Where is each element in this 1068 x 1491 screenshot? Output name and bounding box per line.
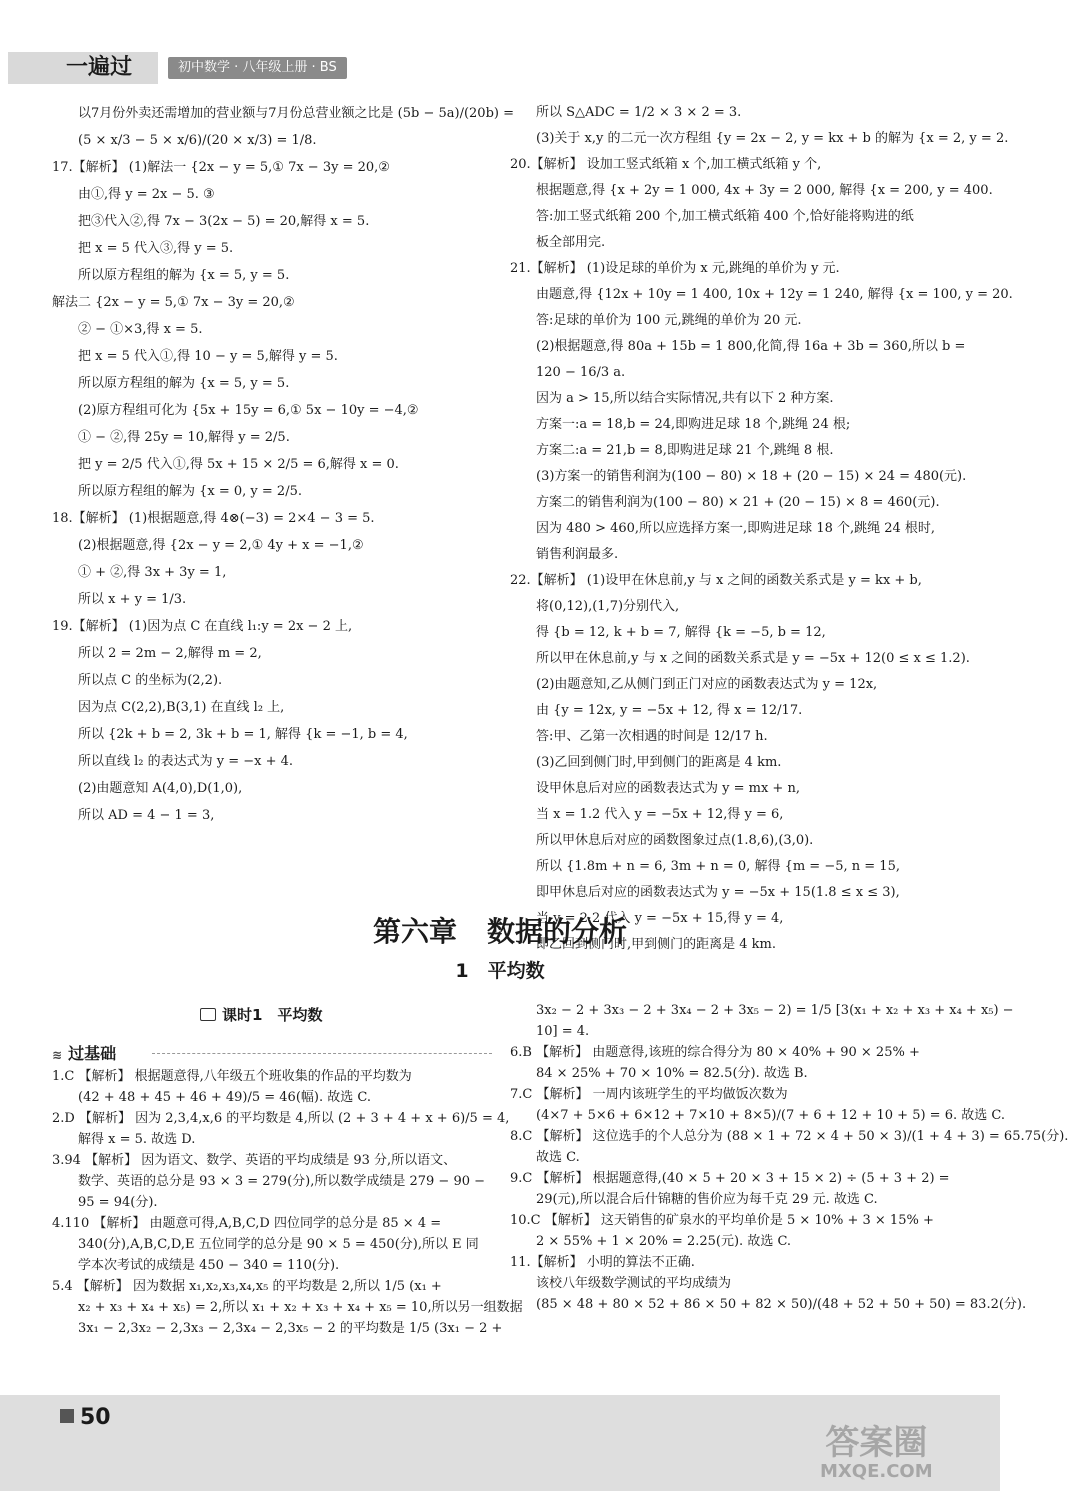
square-icon — [60, 1409, 74, 1423]
text-line: (2)根据题意,得 80a + 15b = 1 800,化简,得 16a + 3b = 360,所以 b = — [536, 339, 966, 354]
text-line: 该校八年级数学测试的平均成绩为 — [536, 1276, 732, 1291]
text-line: 所以甲在休息前,y 与 x 之间的函数关系式是 y = −5x + 12(0 ≤ x ≤ 1.2). — [536, 651, 970, 666]
text-line: 8.C 【解析】 这位选手的个人总分为 (88 × 1 + 72 × 4 + 50 × 3)/(1 + 4 + 3) = 65.75(分). — [510, 1129, 1068, 1144]
text-line: 所以原方程组的解为 {x = 0, y = 2/5. — [78, 484, 302, 499]
text-line: 120 − 16/3 a. — [536, 365, 626, 380]
text-line: 3.94 【解析】 因为语文、数学、英语的平均成绩是 93 分,所以语文、 — [52, 1153, 457, 1168]
text-line: 因为 480 > 460,所以应选择方案一,即购进足球 18 个,跳绳 24 根时, — [536, 521, 936, 536]
right-column-top — [510, 100, 1013, 958]
chapter-name: 数据的分析 — [487, 915, 628, 948]
text-line: 21.【解析】 (1)设足球的单价为 x 元,跳绳的单价为 y 元. — [510, 261, 840, 276]
text-line: (2)原方程组可化为 {5x + 15y = 6,① 5x − 10y = −4,② — [78, 403, 419, 418]
text-line: 学本次考试的成绩是 450 − 340 = 110(分). — [78, 1258, 340, 1273]
book-icon — [200, 1008, 216, 1021]
text-line: 答:甲、乙第一次相遇的时间是 12/17 h. — [536, 729, 768, 744]
text-line: 18.【解析】 (1)根据题意,得 4⊗(−3) = 2×4 − 3 = 5. — [52, 511, 375, 526]
text-line: 所以 {2k + b = 2, 3k + b = 1, 解得 {k = −1, b = 4, — [78, 727, 408, 742]
text-line: 2 × 55% + 1 × 20% = 2.25(元). 故选 C. — [536, 1234, 792, 1249]
text-line: 10] = 4. — [536, 1024, 590, 1039]
text-line: 得 {b = 12, k + b = 7, 解得 {k = −5, b = 12, — [536, 625, 826, 640]
page-number — [60, 1402, 111, 1434]
text-line: 所以直线 l₂ 的表达式为 y = −x + 4. — [78, 754, 294, 769]
text-line: ② − ①×3,得 x = 5. — [78, 322, 203, 337]
section-title: 1 平均数 — [455, 960, 545, 982]
text-line: 设甲休息后对应的函数表达式为 y = mx + n, — [536, 781, 800, 796]
watermark — [820, 1425, 933, 1482]
text-line: 6.B 【解析】 由题意得,该班的综合得分为 80 × 40% + 90 × 25% + — [510, 1045, 920, 1060]
text-line: ① − ②,得 25y = 10,解得 y = 2/5. — [78, 430, 290, 445]
book-tag: 初中数学 · 八年级上册 · BS — [168, 57, 347, 79]
text-line: (2)由题意知 A(4,0),D(1,0), — [78, 781, 243, 796]
text-line: 方案二:a = 21,b = 8,即购进足球 21 个,跳绳 8 根. — [536, 443, 834, 458]
text-line: ① + ②,得 3x + 3y = 1, — [78, 565, 227, 580]
text-line: 所以 {1.8m + n = 6, 3m + n = 0, 解得 {m = −5, n = 15, — [536, 859, 900, 874]
text-line: 解法二 {2x − y = 5,① 7x − 3y = 20,② — [52, 295, 295, 310]
text-line: 3x₁ − 2,3x₂ − 2,3x₃ − 2,3x₄ − 2,3x₅ − 2 的平均数是 1/5 (3x₁ − 2 + — [78, 1321, 503, 1336]
basics-label: 过基础 — [68, 1044, 117, 1063]
text-line: 所以原方程组的解为 {x = 5, y = 5. — [78, 268, 290, 283]
text-line: 所以甲休息后对应的函数图象过点(1.8,6),(3,0). — [536, 833, 814, 848]
lesson-title — [200, 1005, 322, 1027]
chapter-title — [0, 912, 1000, 953]
chapter-number: 第六章 — [372, 915, 457, 948]
text-line: 84 × 25% + 70 × 10% = 82.5(分). 故选 B. — [536, 1066, 808, 1081]
wave-icon: ≋ — [52, 1048, 63, 1062]
text-line: 答:加工竖式纸箱 200 个,加工横式纸箱 400 个,恰好能将购进的纸 — [536, 209, 914, 224]
text-line: 当 x = 1.2 代入 y = −5x + 12,得 y = 6, — [536, 807, 784, 822]
page-header — [0, 52, 420, 84]
text-line: 95 = 94(分). — [78, 1195, 158, 1210]
text-line: (2)根据题意,得 {2x − y = 2,① 4y + x = −1,② — [78, 538, 364, 553]
lesson-label: 课时1 平均数 — [222, 1006, 323, 1024]
brand-logo: 一遍过 — [8, 52, 158, 84]
text-line: 340(分),A,B,C,D,E 五位同学的总分是 90 × 5 = 450(分),所以 E 同 — [78, 1237, 479, 1252]
watermark-url: MXQE.COM — [820, 1461, 933, 1483]
text-line: 故选 C. — [536, 1150, 580, 1165]
text-line: 17.【解析】 (1)解法一 {2x − y = 5,① 7x − 3y = 20,② — [52, 160, 390, 175]
text-line: 29(元),所以混合后什锦糖的售价应为每千克 29 元. 故选 C. — [536, 1192, 878, 1207]
text-line: 9.C 【解析】 根据题意得,(40 × 5 + 20 × 3 + 15 × 2) ÷ (5 + 3 + 2) = — [510, 1171, 950, 1186]
text-line: x₂ + x₃ + x₄ + x₅) = 2,所以 x₁ + x₂ + x₃ + x₄ + x₅ = 10,所以另一组数据 — [78, 1300, 523, 1315]
text-line: 将(0,12),(1,7)分别代入, — [536, 599, 680, 614]
basics-heading — [52, 1042, 492, 1064]
text-line: (3)关于 x,y 的二元一次方程组 {y = 2x − 2, y = kx + b 的解为 {x = 2, y = 2. — [536, 131, 1009, 146]
left-column-bottom — [52, 1066, 523, 1339]
text-line: 由①,得 y = 2x − 5. ③ — [78, 187, 215, 202]
watermark-title: 答案圈 — [825, 1423, 928, 1463]
text-line: 答:足球的单价为 100 元,跳绳的单价为 20 元. — [536, 313, 802, 328]
text-line: 根据题意,得 {x + 2y = 1 000, 4x + 3y = 2 000, 解得 {x = 200, y = 400. — [536, 183, 993, 198]
text-line: 所以 x + y = 1/3. — [78, 592, 187, 607]
text-line: 数学、英语的总分是 93 × 3 = 279(分),所以数学成绩是 279 − 90 − — [78, 1174, 486, 1189]
text-line: 11.【解析】 小明的算法不正确. — [510, 1255, 695, 1270]
text-line: 板全部用完. — [536, 235, 606, 250]
text-line: 3x₂ − 2 + 3x₃ − 2 + 3x₄ − 2 + 3x₅ − 2) = 1/5 [3(x₁ + x₂ + x₃ + x₄ + x₅) − — [536, 1003, 1014, 1018]
text-line: 19.【解析】 (1)因为点 C 在直线 l₁:y = 2x − 2 上, — [52, 619, 353, 634]
text-line: 5.4 【解析】 因为数据 x₁,x₂,x₃,x₄,x₅ 的平均数是 2,所以 1/5 (x₁ + — [52, 1279, 442, 1294]
text-line: 由 {y = 12x, y = −5x + 12, 得 x = 12/17. — [536, 703, 803, 718]
text-line: (42 + 48 + 45 + 46 + 49)/5 = 46(幅). 故选 C. — [78, 1090, 371, 1105]
divider — [152, 1053, 492, 1054]
text-line: 所以点 C 的坐标为(2,2). — [78, 673, 223, 688]
text-line: 当 y = 2.2 代入 y = −5x + 15,得 y = 4, — [536, 911, 784, 926]
text-line: 22.【解析】 (1)设甲在休息前,y 与 x 之间的函数关系式是 y = kx + b, — [510, 573, 922, 588]
text-line: 因为点 C(2,2),B(3,1) 在直线 l₂ 上, — [78, 700, 285, 715]
text-line: 解得 x = 5. 故选 D. — [78, 1132, 196, 1147]
text-line: 所以 2 = 2m − 2,解得 m = 2, — [78, 646, 262, 661]
text-line: (2)由题意知,乙从侧门到正门对应的函数表达式为 y = 12x, — [536, 677, 878, 692]
text-line: 所以 AD = 4 − 1 = 3, — [78, 808, 215, 823]
text-line: 所以 S△ADC = 1/2 × 3 × 2 = 3. — [536, 105, 742, 120]
text-line: 20.【解析】 设加工竖式纸箱 x 个,加工横式纸箱 y 个, — [510, 157, 822, 172]
left-column-top — [52, 100, 515, 829]
text-line: 由题意,得 {12x + 10y = 1 400, 10x + 12y = 1 240, 解得 {x = 100, y = 20. — [536, 287, 1013, 302]
text-line: 以7月份外卖还需增加的营业额与7月份总营业额之比是 (5b − 5a)/(20b) = — [78, 106, 515, 121]
text-line: (5 × x/3 − 5 × x/6)/(20 × x/3) = 1/8. — [78, 133, 317, 148]
text-line: 把 y = 2/5 代入①,得 5x + 15 × 2/5 = 6,解得 x = 0. — [78, 457, 399, 472]
text-line: 因为 a > 15,所以结合实际情况,共有以下 2 种方案. — [536, 391, 834, 406]
text-line: 方案一:a = 18,b = 24,即购进足球 18 个,跳绳 24 根; — [536, 417, 851, 432]
text-line: 1.C 【解析】 根据题意得,八年级五个班收集的作品的平均数为 — [52, 1069, 412, 1084]
page-number-value: 50 — [80, 1405, 111, 1430]
text-line: 7.C 【解析】 一周内该班学生的平均做饭次数为 — [510, 1087, 788, 1102]
text-line: 即乙回到侧门时,甲到侧门的距离是 4 km. — [536, 937, 777, 952]
text-line: 2.D 【解析】 因为 2,3,4,x,6 的平均数是 4,所以 (2 + 3 + 4 + x + 6)/5 = 4, — [52, 1111, 510, 1126]
text-line: (3)方案一的销售利润为(100 − 80) × 18 + (20 − 15) × 24 = 480(元). — [536, 469, 967, 484]
text-line: 10.C 【解析】 这天销售的矿泉水的平均单价是 5 × 10% + 3 × 15% + — [510, 1213, 934, 1228]
text-line: 方案二的销售利润为(100 − 80) × 21 + (20 − 15) × 8 = 460(元). — [536, 495, 940, 510]
text-line: (4×7 + 5×6 + 6×12 + 7×10 + 8×5)/(7 + 6 + 12 + 10 + 5) = 6. 故选 C. — [536, 1108, 1005, 1123]
right-column-bottom — [510, 1000, 1068, 1315]
text-line: 把 x = 5 代入①,得 10 − y = 5,解得 y = 5. — [78, 349, 338, 364]
text-line: 所以原方程组的解为 {x = 5, y = 5. — [78, 376, 290, 391]
text-line: 即甲休息后对应的函数表达式为 y = −5x + 15(1.8 ≤ x ≤ 3), — [536, 885, 900, 900]
text-line: 把 x = 5 代入③,得 y = 5. — [78, 241, 234, 256]
text-line: 把③代入②,得 7x − 3(2x − 5) = 20,解得 x = 5. — [78, 214, 370, 229]
text-line: 销售利润最多. — [536, 547, 619, 562]
text-line: (85 × 48 + 80 × 52 + 86 × 50 + 82 × 50)/(48 + 52 + 50 + 50) = 83.2(分). — [536, 1297, 1027, 1312]
text-line: 4.110 【解析】 由题意可得,A,B,C,D 四位同学的总分是 85 × 4 = — [52, 1216, 442, 1231]
text-line: (3)乙回到侧门时,甲到侧门的距离是 4 km. — [536, 755, 782, 770]
